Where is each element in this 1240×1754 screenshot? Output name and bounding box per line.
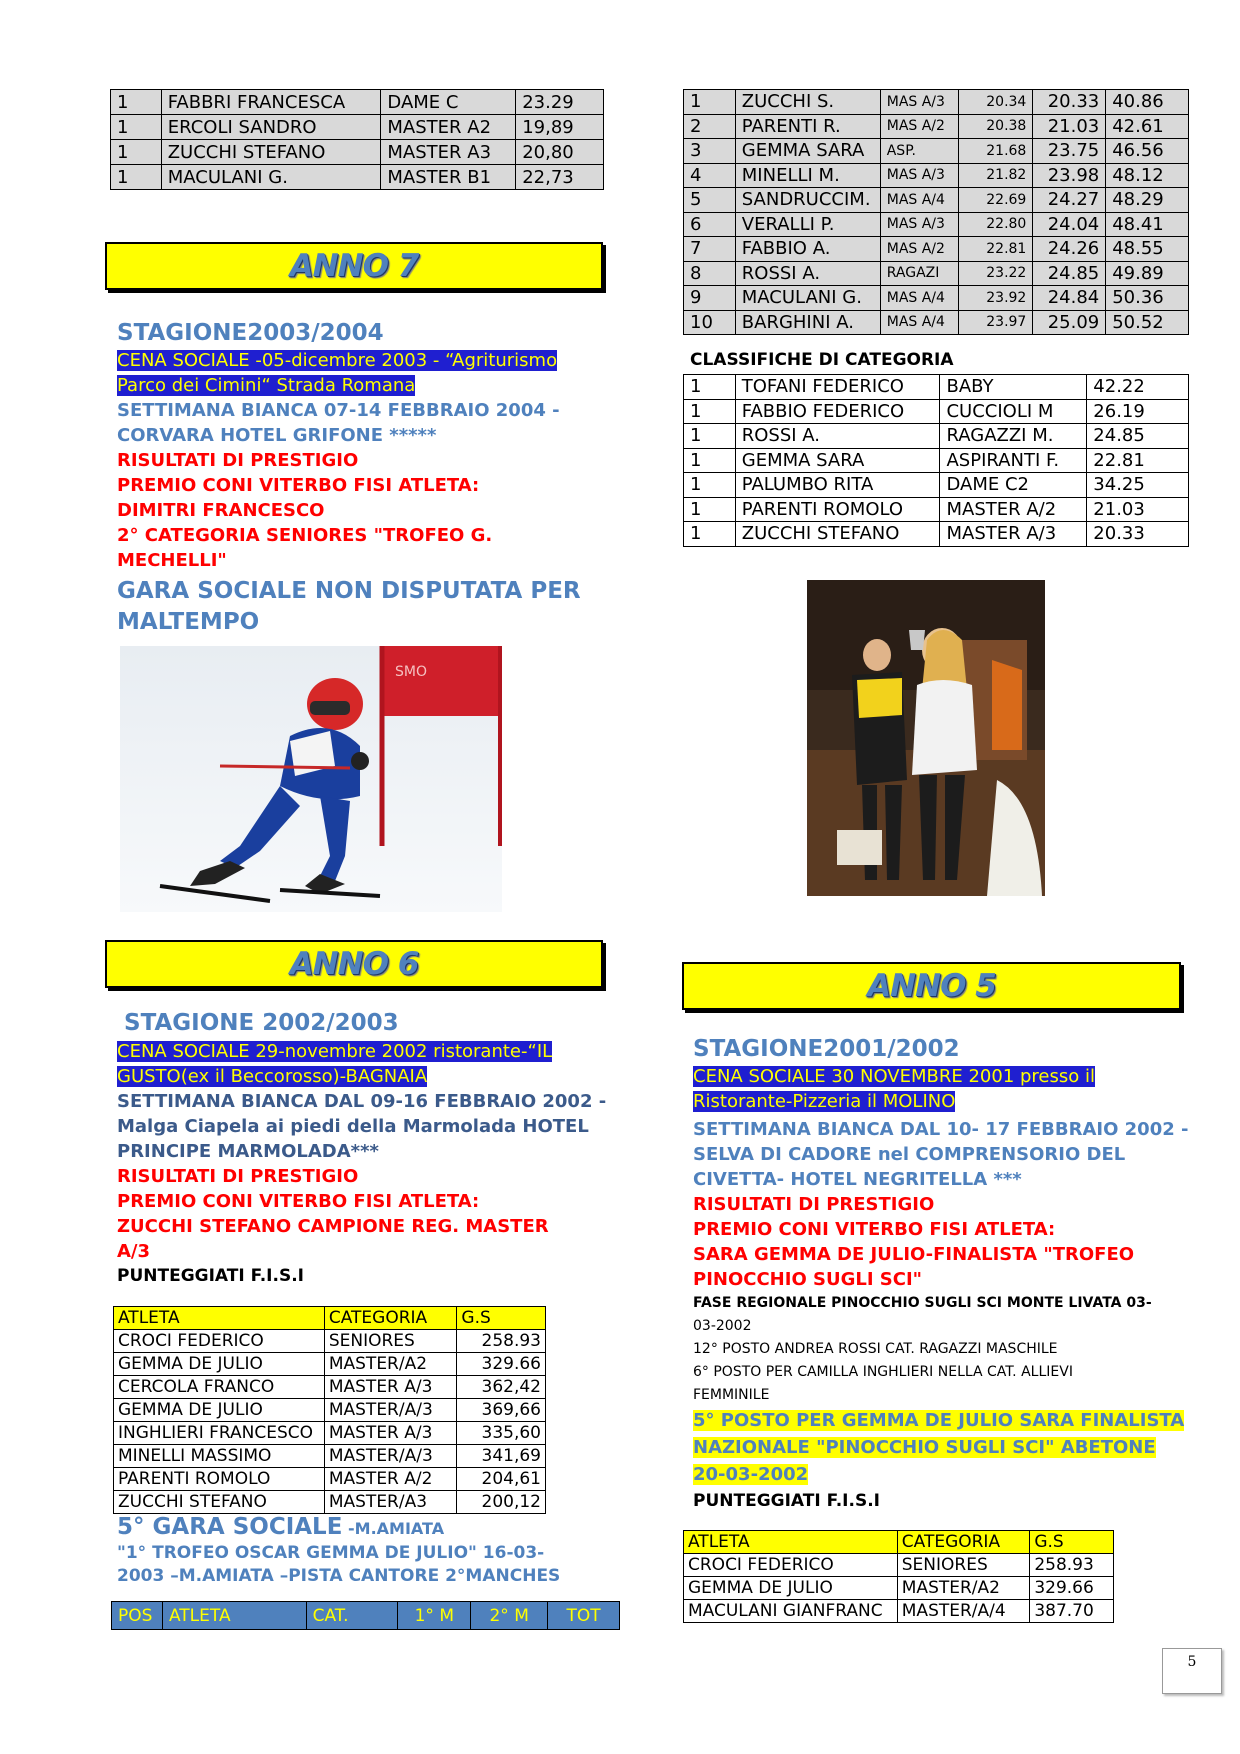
table-cell: 20.33 [1033,90,1106,115]
anno7-categoria-line2: MECHELLI" [117,550,227,571]
anno6-cena-line1: CENA SOCIALE 29-novembre 2002 ristorante-“IL [117,1041,553,1062]
table-cell: MACULANI GIANFRANC [684,1600,898,1623]
table-cell: ZUCCHI STEFANO [161,140,381,165]
table-row [111,165,604,190]
table-cell: 22.69 [958,188,1033,213]
table-row [684,237,1189,262]
table-cell: PARENTI ROMOLO [735,497,940,522]
table-cell: SANDRUCCIM. [735,188,880,213]
table-cell: GEMMA SARA [735,139,880,164]
table-row [684,310,1189,335]
page-number: 5 [1187,1654,1197,1670]
table-row [684,212,1189,237]
table-row [114,1491,546,1514]
anno6-banner: ANNO 6 [105,940,603,988]
table-row [684,497,1189,522]
anno5-posto5-line3: 20-03-2002 [693,1464,809,1485]
table-cell: VERALLI P. [735,212,880,237]
table-cell: 23.22 [958,261,1033,286]
table-cell: GEMMA DE JULIO [114,1399,325,1422]
table-header-row [684,1531,1114,1554]
table-header-cell: CATEGORIA [324,1307,457,1330]
table-row [111,115,604,140]
table-cell: 387.70 [1030,1600,1114,1623]
anno5-posto6-line2: FEMMINILE [693,1387,770,1403]
anno5-posto6-line1: 6° POSTO PER CAMILLA INGHLIERI NELLA CAT. ALLIEVI [693,1364,1073,1380]
table-cell: 26.19 [1087,399,1189,424]
table-row [684,424,1189,449]
table-cell: MASTER A/3 [324,1376,457,1399]
table-cell: MASTER/A3 [324,1491,457,1514]
table-header-row [112,1602,620,1630]
table-cell: 50.52 [1106,310,1189,335]
table-cell: 50.36 [1106,286,1189,311]
table-cell: MACULANI G. [735,286,880,311]
table-header-cell: ATLETA [162,1602,306,1630]
table-cell: 22,73 [516,165,604,190]
table-cell: FABBIO A. [735,237,880,262]
table-cell: 3 [684,139,736,164]
table-cell: 42.22 [1087,375,1189,400]
table-cell: 4 [684,163,736,188]
table-cell: DAME C2 [940,473,1087,498]
table-row [114,1445,546,1468]
table-row [684,448,1189,473]
table-cell: MASTER A/3 [940,522,1087,547]
classifiche-title: CLASSIFICHE DI CATEGORIA [690,350,954,370]
table-cell: ZUCCHI STEFANO [735,522,940,547]
table-cell: 1 [684,375,736,400]
table-header-cell: ATLETA [684,1531,898,1554]
anno5-stagione: STAGIONE2001/2002 [693,1036,960,1062]
table-cell: MAS A/4 [880,310,958,335]
table-cell: MASTER/A/4 [897,1600,1030,1623]
skier-photo [120,646,502,912]
table-cell: 24.85 [1033,261,1106,286]
table-row [684,1577,1114,1600]
top-right-results-table [683,89,1189,335]
anno6-settimana-line2: Malga Ciapela ai piedi della Marmolada HOTEL [117,1116,589,1137]
table-cell: MASTER A/3 [324,1422,457,1445]
table-cell: BARGHINI A. [735,310,880,335]
anno6-stagione: STAGIONE 2002/2003 [124,1010,399,1036]
table-cell: 19,89 [516,115,604,140]
anno7-premio: PREMIO CONI VITERBO FISI ATLETA: [117,475,480,496]
table-cell: MAS A/4 [880,286,958,311]
table-cell: 258.93 [1030,1554,1114,1577]
anno6-trofeo-line2: 2003 –M.AMIATA –PISTA CANTORE 2°MANCHES [117,1566,561,1586]
anno6-gara-title: 5° GARA SOCIALE [117,1514,343,1540]
table-cell: 24.26 [1033,237,1106,262]
table-header-cell: 1° M [398,1602,471,1630]
table-cell: TOFANI FEDERICO [735,375,940,400]
table-header-cell: POS [112,1602,163,1630]
table-row [114,1468,546,1491]
classifiche-table [683,374,1189,547]
table-cell: MASTER/A2 [897,1577,1030,1600]
anno7-cena-line1: CENA SOCIALE -05-dicembre 2003 - “Agriturismo [117,350,558,371]
table-cell: 1 [684,473,736,498]
anno7-settimana-line1: SETTIMANA BIANCA 07-14 FEBBRAIO 2004 - [117,400,560,421]
table-row [684,139,1189,164]
table-cell: 369,66 [457,1399,546,1422]
table-cell: MASTER/A/3 [324,1399,457,1422]
table-cell: 362,42 [457,1376,546,1399]
table-cell: MAS A/2 [880,237,958,262]
table-cell: 329.66 [1030,1577,1114,1600]
anno6-risultati: RISULTATI DI PRESTIGIO [117,1166,359,1187]
anno7-gara-line2: MALTEMPO [117,609,260,635]
anno6-punteggiati: PUNTEGGIATI F.I.S.I [117,1266,304,1286]
table-cell: 22.81 [958,237,1033,262]
table-row [684,375,1189,400]
anno6-section [117,1010,617,1286]
table-cell: 24.27 [1033,188,1106,213]
table-row [684,286,1189,311]
award-ceremony-photo [807,580,1045,896]
table-cell: 2 [684,114,736,139]
table-cell: 20.33 [1087,522,1189,547]
anno6-fisi-table [113,1306,546,1514]
table-cell: 49.89 [1106,261,1189,286]
table-cell: ZUCCHI STEFANO [114,1491,325,1514]
table-cell: 335,60 [457,1422,546,1445]
anno5-posto5-line1: 5° POSTO PER GEMMA DE JULIO SARA FINALISTA [693,1410,1185,1431]
table-cell: INGHLIERI FRANCESCO [114,1422,325,1445]
table-cell: CERCOLA FRANCO [114,1376,325,1399]
anno6-gara [117,1514,637,1588]
table-row [684,522,1189,547]
table-cell: 34.25 [1087,473,1189,498]
table-cell: 341,69 [457,1445,546,1468]
table-cell: 25.09 [1033,310,1106,335]
table-cell: MAS A/3 [880,212,958,237]
table-cell: 8 [684,261,736,286]
anno5-posto5-line2: NAZIONALE "PINOCCHIO SUGLI SCI" ABETONE [693,1437,1156,1458]
anno7-banner: ANNO 7 [105,242,603,290]
table-cell: 1 [684,522,736,547]
table-cell: MASTER A/2 [324,1468,457,1491]
table-cell: 1 [111,90,162,115]
table-cell: 20,80 [516,140,604,165]
anno5-fase-line2: 03-2002 [693,1318,752,1334]
anno5-sara-line2: PINOCCHIO SUGLI SCI" [693,1269,923,1290]
table-cell: 21.03 [1033,114,1106,139]
table-row [684,399,1189,424]
table-cell: 200,12 [457,1491,546,1514]
table-cell: 1 [684,399,736,424]
table-cell: SENIORES [897,1554,1030,1577]
table-row [114,1330,546,1353]
table-cell: 1 [111,115,162,140]
table-cell: 21.03 [1087,497,1189,522]
anno5-cena-line2: Ristorante-Pizzeria il MOLINO [693,1091,956,1112]
table-header-cell: CATEGORIA [897,1531,1030,1554]
anno5-fisi-table [683,1530,1114,1623]
table-cell: MASTER B1 [381,165,516,190]
table-cell: DAME C [381,90,516,115]
anno6-trofeo-line1: "1° TROFEO OSCAR GEMMA DE JULIO" 16-03- [117,1543,545,1563]
table-cell: MASTER A2 [381,115,516,140]
anno5-sara-line1: SARA GEMMA DE JULIO-FINALISTA "TROFEO [693,1244,1135,1265]
table-cell: 22.81 [1087,448,1189,473]
table-cell: MASTER A/2 [940,497,1087,522]
table-cell: ZUCCHI S. [735,90,880,115]
table-cell: CUCCIOLI M [940,399,1087,424]
table-cell: MACULANI G. [161,165,381,190]
table-cell: 46.56 [1106,139,1189,164]
table-cell: MASTER/A/3 [324,1445,457,1468]
table-row [111,140,604,165]
anno6-campione-line1: ZUCCHI STEFANO CAMPIONE REG. MASTER [117,1216,549,1237]
table-cell: 20.34 [958,90,1033,115]
table-cell: PARENTI R. [735,114,880,139]
table-cell: 23.29 [516,90,604,115]
table-row [684,473,1189,498]
table-cell: 7 [684,237,736,262]
anno6-gara-table [111,1601,620,1630]
table-cell: ROSSI A. [735,261,880,286]
table-cell: 9 [684,286,736,311]
table-cell: 1 [684,90,736,115]
table-header-cell: TOT [548,1602,620,1630]
table-cell: 23.98 [1033,163,1106,188]
table-cell: ERCOLI SANDRO [161,115,381,140]
anno6-settimana-line3: PRINCIPE MARMOLADA*** [117,1141,379,1162]
table-header-cell: 2° M [471,1602,548,1630]
anno7-atleta: DIMITRI FRANCESCO [117,500,325,521]
table-row [684,1554,1114,1577]
table-cell: ASP. [880,139,958,164]
anno5-posto12: 12° POSTO ANDREA ROSSI CAT. RAGAZZI MASCHILE [693,1341,1058,1357]
table-cell: 48.41 [1106,212,1189,237]
anno5-premio: PREMIO CONI VITERBO FISI ATLETA: [693,1219,1056,1240]
anno7-stagione: STAGIONE2003/2004 [117,320,384,346]
anno5-cena-line1: CENA SOCIALE 30 NOVEMBRE 2001 presso il [693,1066,1095,1087]
anno7-section [117,320,597,638]
anno7-settimana-line2: CORVARA HOTEL GRIFONE ***** [117,425,437,446]
table-cell: GEMMA DE JULIO [684,1577,898,1600]
anno5-settimana-line1: SETTIMANA BIANCA DAL 10- 17 FEBBRAIO 2002 - [693,1119,1189,1140]
table-cell: 20.38 [958,114,1033,139]
anno5-settimana-line3: CIVETTA- HOTEL NEGRITELLA *** [693,1169,1022,1190]
table-cell: FABBIO FEDERICO [735,399,940,424]
table-cell: 329.66 [457,1353,546,1376]
table-header-cell: G.S [1030,1531,1114,1554]
table-cell: PALUMBO RITA [735,473,940,498]
svg-text:SMO: SMO [395,664,427,680]
table-cell: 24.84 [1033,286,1106,311]
table-cell: 48.12 [1106,163,1189,188]
table-cell: MASTER/A2 [324,1353,457,1376]
table-cell: 1 [684,497,736,522]
anno6-gara-location: -M.AMIATA [342,1519,445,1538]
anno5-section [693,1036,1193,1511]
table-cell: MAS A/3 [880,163,958,188]
anno5-banner: ANNO 5 [682,962,1181,1010]
table-cell: 258.93 [457,1330,546,1353]
anno6-settimana-line1: SETTIMANA BIANCA DAL 09-16 FEBBRAIO 2002 - [117,1091,607,1112]
table-cell: MASTER A3 [381,140,516,165]
table-cell: BABY [940,375,1087,400]
table-cell: MINELLI MASSIMO [114,1445,325,1468]
table-row [684,114,1189,139]
table-header-cell: ATLETA [114,1307,325,1330]
table-header-cell: CAT. [306,1602,398,1630]
top-left-results-table [110,89,604,190]
table-row [684,163,1189,188]
table-cell: 1 [684,448,736,473]
table-cell: PARENTI ROMOLO [114,1468,325,1491]
table-header-cell: G.S [457,1307,546,1330]
table-cell: MAS A/4 [880,188,958,213]
table-cell: ROSSI A. [735,424,940,449]
table-cell: FABBRI FRANCESCA [161,90,381,115]
table-row [114,1376,546,1399]
table-cell: 1 [111,165,162,190]
anno6-campione-line2: A/3 [117,1241,151,1262]
anno6-premio: PREMIO CONI VITERBO FISI ATLETA: [117,1191,480,1212]
anno6-cena-line2: GUSTO(ex il Beccorosso)-BAGNAIA [117,1066,428,1087]
anno7-categoria-line1: 2° CATEGORIA SENIORES "TROFEO G. [117,525,493,546]
table-cell: GEMMA SARA [735,448,940,473]
table-row [114,1399,546,1422]
table-cell: 21.68 [958,139,1033,164]
table-row [684,90,1189,115]
table-header-row [114,1307,546,1330]
page-number-box [1162,1648,1222,1694]
table-cell: SENIORES [324,1330,457,1353]
table-cell: 48.29 [1106,188,1189,213]
anno7-gara-line1: GARA SOCIALE NON DISPUTATA PER [117,578,581,604]
anno7-cena-line2: Parco dei Cimini“ Strada Romana [117,375,416,396]
table-row [684,261,1189,286]
table-cell: 6 [684,212,736,237]
table-row [111,90,604,115]
table-cell: MAS A/3 [880,90,958,115]
anno5-fase-line1: FASE REGIONALE PINOCCHIO SUGLI SCI MONTE LIVATA 03- [693,1295,1152,1311]
table-cell: 40.86 [1106,90,1189,115]
table-cell: 48.55 [1106,237,1189,262]
table-cell: MINELLI M. [735,163,880,188]
table-cell: 1 [111,140,162,165]
anno5-settimana-line2: SELVA DI CADORE nel COMPRENSORIO DEL [693,1144,1126,1165]
table-cell: 10 [684,310,736,335]
table-cell: CROCI FEDERICO [684,1554,898,1577]
table-cell: MAS A/2 [880,114,958,139]
table-cell: 24.85 [1087,424,1189,449]
table-row [684,1600,1114,1623]
table-cell: RAGAZZI M. [940,424,1087,449]
table-row [684,188,1189,213]
table-cell: ASPIRANTI F. [940,448,1087,473]
anno5-punteggiati: PUNTEGGIATI F.I.S.I [693,1491,880,1511]
table-cell: 204,61 [457,1468,546,1491]
table-cell: 23.75 [1033,139,1106,164]
table-cell: RAGAZI [880,261,958,286]
table-cell: 23.97 [958,310,1033,335]
table-cell: GEMMA DE JULIO [114,1353,325,1376]
table-row [114,1353,546,1376]
table-cell: 22.80 [958,212,1033,237]
table-cell: 5 [684,188,736,213]
anno7-risultati: RISULTATI DI PRESTIGIO [117,450,359,471]
table-cell: 1 [684,424,736,449]
table-cell: 24.04 [1033,212,1106,237]
table-row [114,1422,546,1445]
anno5-risultati: RISULTATI DI PRESTIGIO [693,1194,935,1215]
table-cell: 42.61 [1106,114,1189,139]
table-cell: CROCI FEDERICO [114,1330,325,1353]
table-cell: 21.82 [958,163,1033,188]
table-cell: 23.92 [958,286,1033,311]
